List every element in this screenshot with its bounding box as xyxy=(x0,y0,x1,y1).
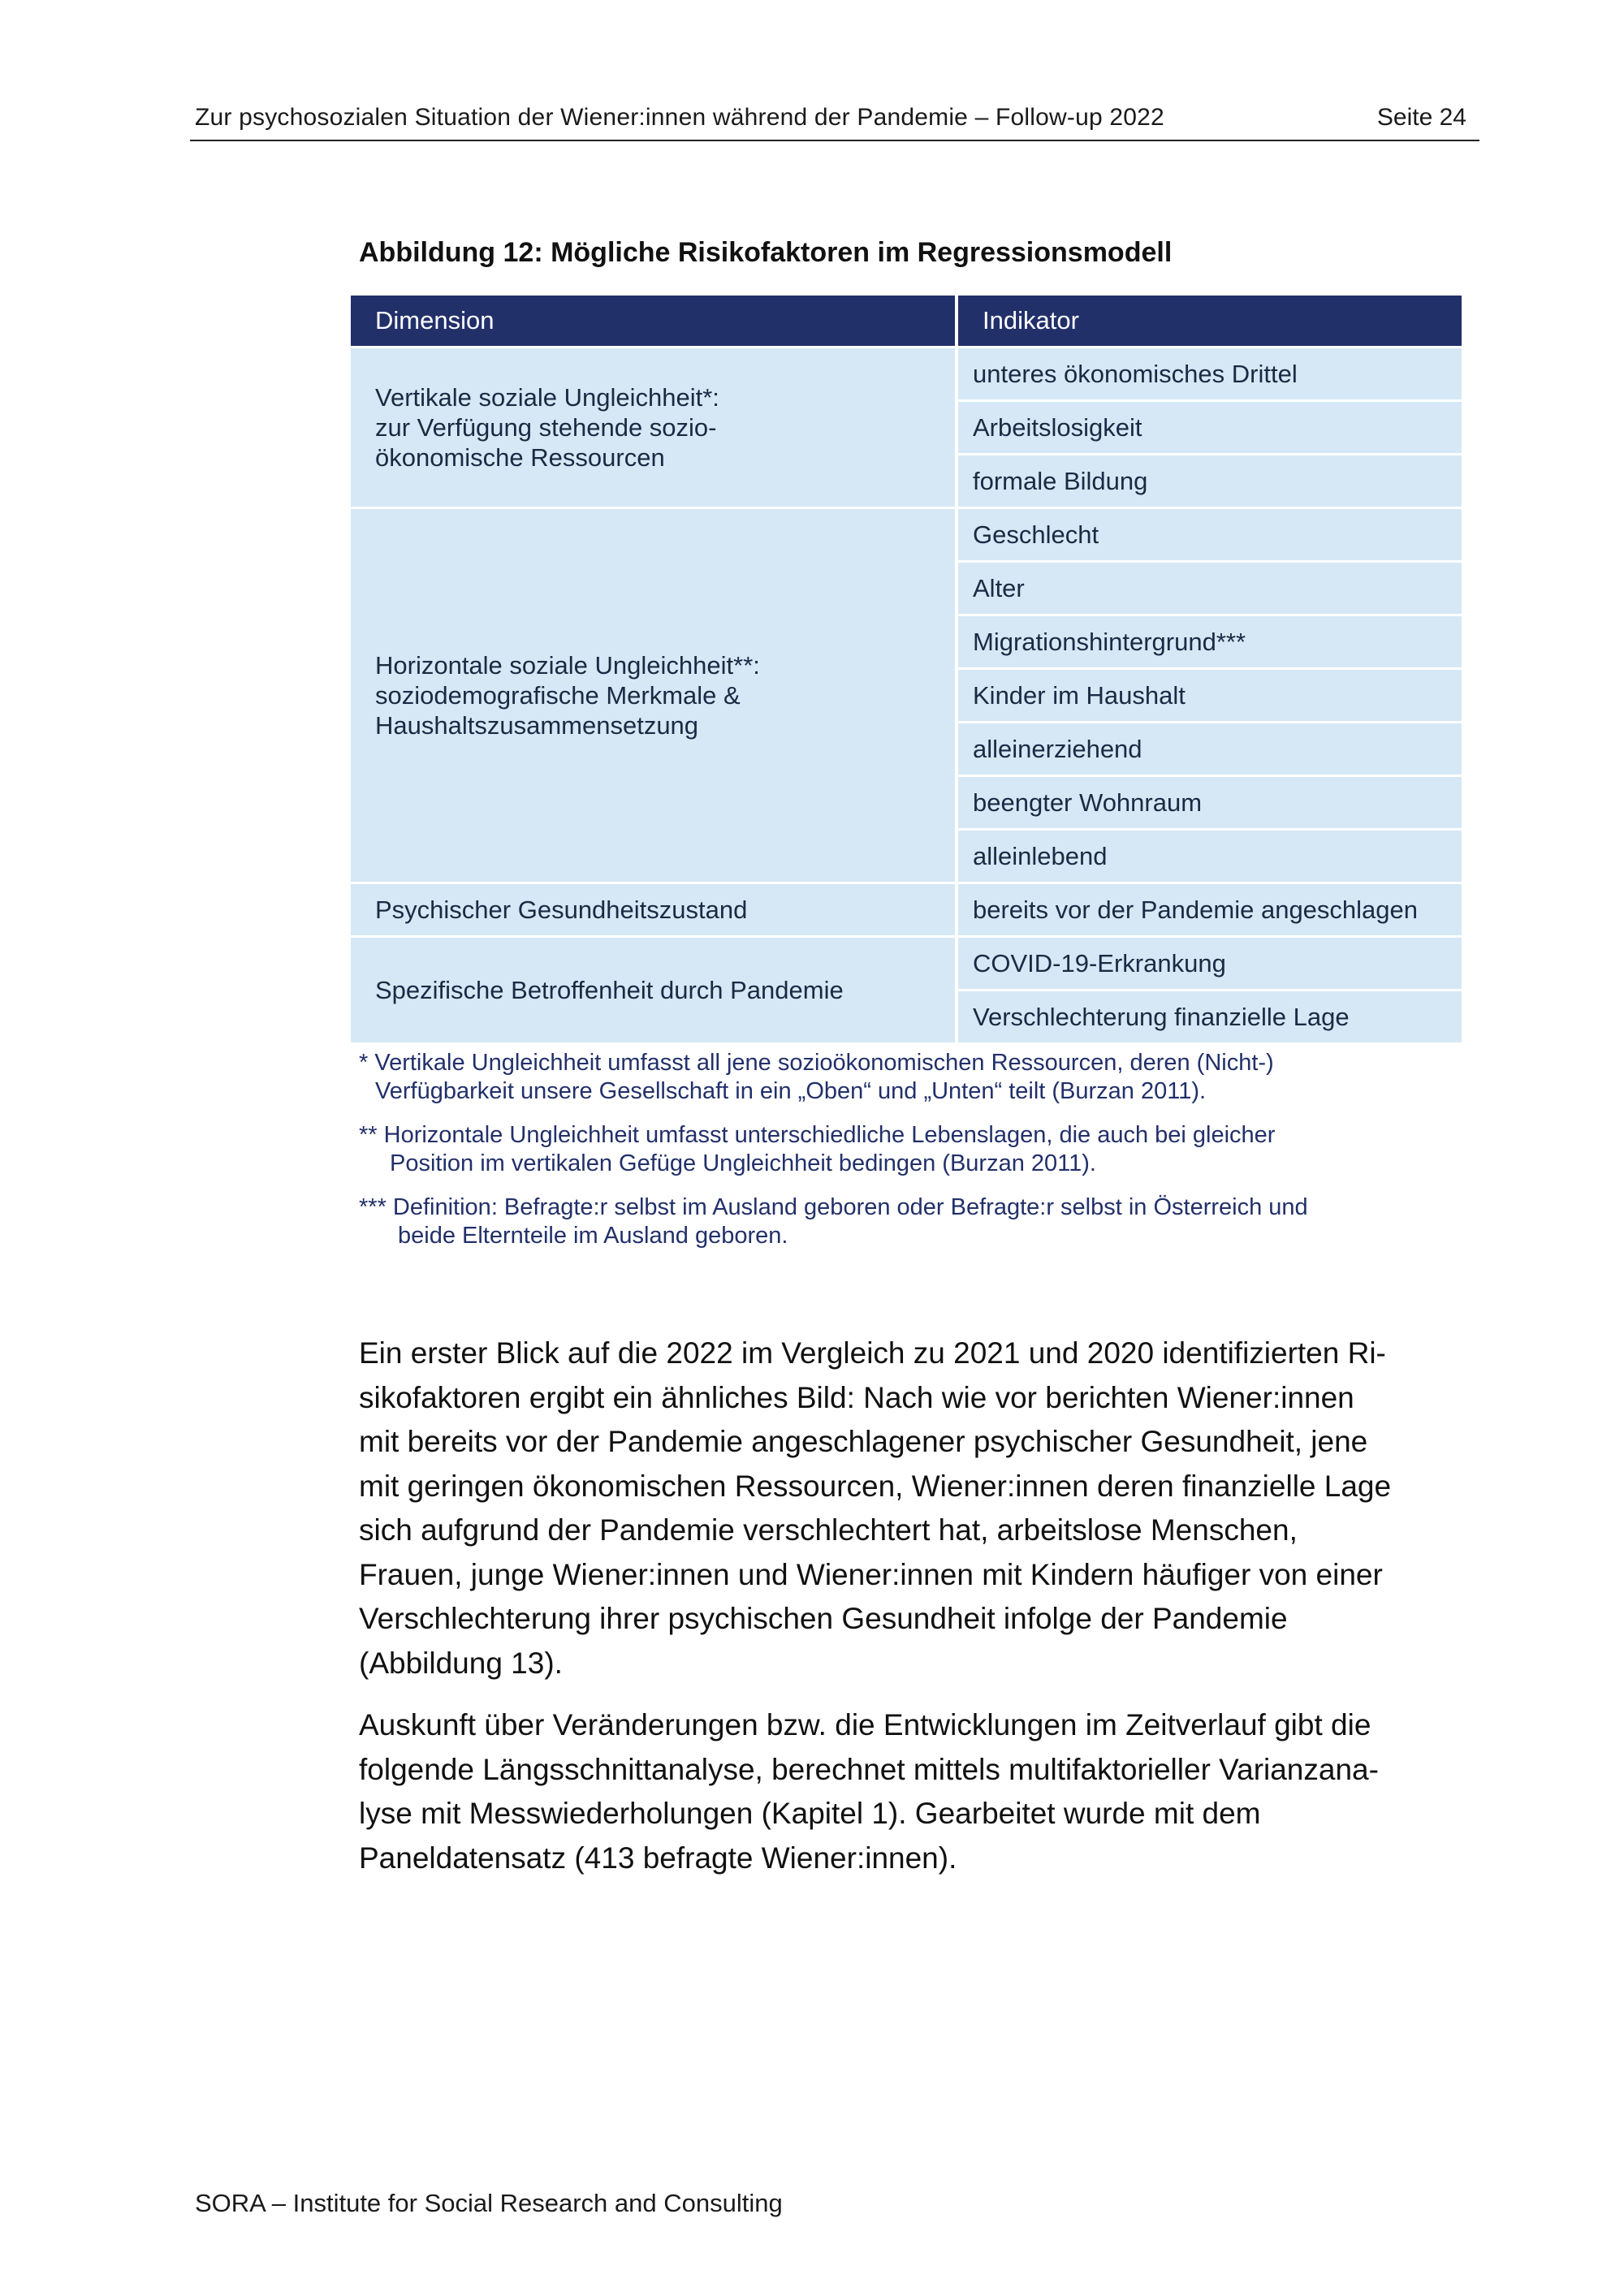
indicator-cell: alleinlebend xyxy=(957,830,1462,883)
paragraph-risk-factors xyxy=(359,1331,1465,1685)
text-line: Auskunft über Veränderungen bzw. die Entwicklungen im Zeitverlauf gibt die xyxy=(359,1708,1371,1741)
text-line: folgende Längsschnittanalyse, berechnet mittels multifaktorieller Varianzana- xyxy=(359,1752,1379,1786)
text-line: lyse mit Messwiederholungen (Kapitel 1). Gearbeitet wurde mit dem xyxy=(359,1797,1261,1830)
table-row xyxy=(351,883,1462,937)
footnote-vertical xyxy=(359,1049,1479,1106)
dimension-line: Psychischer Gesundheitszustand xyxy=(375,896,748,924)
text-line: Verschlechterung ihrer psychischen Gesundheit infolge der Pandemie xyxy=(359,1602,1288,1635)
page-number: Seite 24 xyxy=(1376,104,1466,131)
text-line: (Abbildung 13). xyxy=(359,1646,563,1680)
table-row xyxy=(351,347,1462,401)
footnote-horizontal xyxy=(359,1121,1479,1178)
dimension-line: zur Verfügung stehende sozio- xyxy=(375,413,717,442)
risk-factor-grid xyxy=(351,296,1462,1042)
figure-caption: Abbildung 12: Mögliche Risikofaktoren im Regressionsmodell xyxy=(359,237,1173,268)
indicator-cell: Verschlechterung finanzielle Lage xyxy=(957,990,1462,1043)
text-line: sikofaktoren ergibt ein ähnliches Bild: Nach wie vor berichten Wiener:innen xyxy=(359,1380,1354,1414)
dimension-line: Horizontale soziale Ungleichheit**: xyxy=(375,651,760,680)
text-line: Frauen, junge Wiener:innen und Wiener:innen mit Kindern häufiger von einer xyxy=(359,1557,1383,1591)
indicator-cell: bereits vor der Pandemie angeschlagen xyxy=(957,883,1462,937)
dimension-line: Spezifische Betroffenheit durch Pandemie xyxy=(375,976,844,1004)
dimension-cell-pandemic xyxy=(351,937,957,1043)
dimension-line: soziodemografische Merkmale & xyxy=(375,681,741,710)
footnote-line: beide Elternteile im Ausland geboren. xyxy=(398,1223,788,1249)
running-title: Zur psychosozialen Situation der Wiener:innen während der Pandemie – Follow-up 2022 xyxy=(195,104,1164,131)
text-line: sich aufgrund der Pandemie verschlechtert hat, arbeitslose Menschen, xyxy=(359,1513,1298,1547)
indicator-cell: Geschlecht xyxy=(957,508,1462,562)
indicator-cell: Kinder im Haushalt xyxy=(957,669,1462,723)
column-header-indicator: Indikator xyxy=(957,296,1462,347)
dimension-line: ökonomische Ressourcen xyxy=(375,443,665,472)
text-line: mit bereits vor der Pandemie angeschlagener psychischer Gesundheit, jene xyxy=(359,1425,1368,1458)
footnote-line: Position im vertikalen Gefüge Ungleichheit bedingen (Burzan 2011). xyxy=(390,1150,1096,1176)
indicator-cell: Migrationshintergrund*** xyxy=(957,615,1462,669)
footnote-line: Verfügbarkeit unsere Gesellschaft in ein „Oben“ und „Unten“ teilt (Burzan 2011). xyxy=(375,1078,1207,1104)
indicator-cell: alleinerziehend xyxy=(957,723,1462,776)
footnote-line: *** Definition: Befragte:r selbst im Ausland geboren oder Befragte:r selbst in Österreich und xyxy=(359,1194,1308,1220)
body-text xyxy=(359,1331,1465,1898)
text-line: Ein erster Blick auf die 2022 im Vergleich zu 2021 und 2020 identifizierten Ri- xyxy=(359,1336,1386,1370)
indicator-cell: COVID-19-Erkrankung xyxy=(957,937,1462,990)
footnote-line: * Vertikale Ungleichheit umfasst all jene sozioökonomischen Ressourcen, deren (Nicht-) xyxy=(359,1050,1274,1076)
text-line: mit geringen ökonomischen Ressourcen, Wiener:innen deren finanzielle Lage xyxy=(359,1469,1392,1503)
dimension-cell-vertical xyxy=(351,347,957,508)
footnote-line: ** Horizontale Ungleichheit umfasst unterschiedliche Lebenslagen, die auch bei gleicher xyxy=(359,1122,1276,1148)
table-row xyxy=(351,508,1462,562)
table-footnotes xyxy=(359,1049,1479,1266)
text-line: Paneldatensatz (413 befragte Wiener:innen). xyxy=(359,1841,957,1875)
page-footer: SORA – Institute for Social Research and Consulting xyxy=(195,2189,783,2217)
dimension-cell-horizontal xyxy=(351,508,957,883)
paragraph-longitudinal xyxy=(359,1703,1465,1880)
indicator-cell: Arbeitslosigkeit xyxy=(957,401,1462,455)
column-header-dimension: Dimension xyxy=(351,296,957,347)
table-header-row xyxy=(351,296,1462,347)
dimension-line: Vertikale soziale Ungleichheit*: xyxy=(375,383,719,412)
risk-factor-table xyxy=(351,296,1462,1042)
table-row xyxy=(351,937,1462,990)
indicator-cell: formale Bildung xyxy=(957,455,1462,508)
dimension-cell-mental-health xyxy=(351,883,957,937)
indicator-cell: unteres ökonomisches Drittel xyxy=(957,347,1462,401)
indicator-cell: Alter xyxy=(957,562,1462,615)
page-header xyxy=(190,104,1479,141)
dimension-line: Haushaltszusammensetzung xyxy=(375,711,699,740)
footnote-migration xyxy=(359,1193,1479,1250)
indicator-cell: beengter Wohnraum xyxy=(957,776,1462,830)
